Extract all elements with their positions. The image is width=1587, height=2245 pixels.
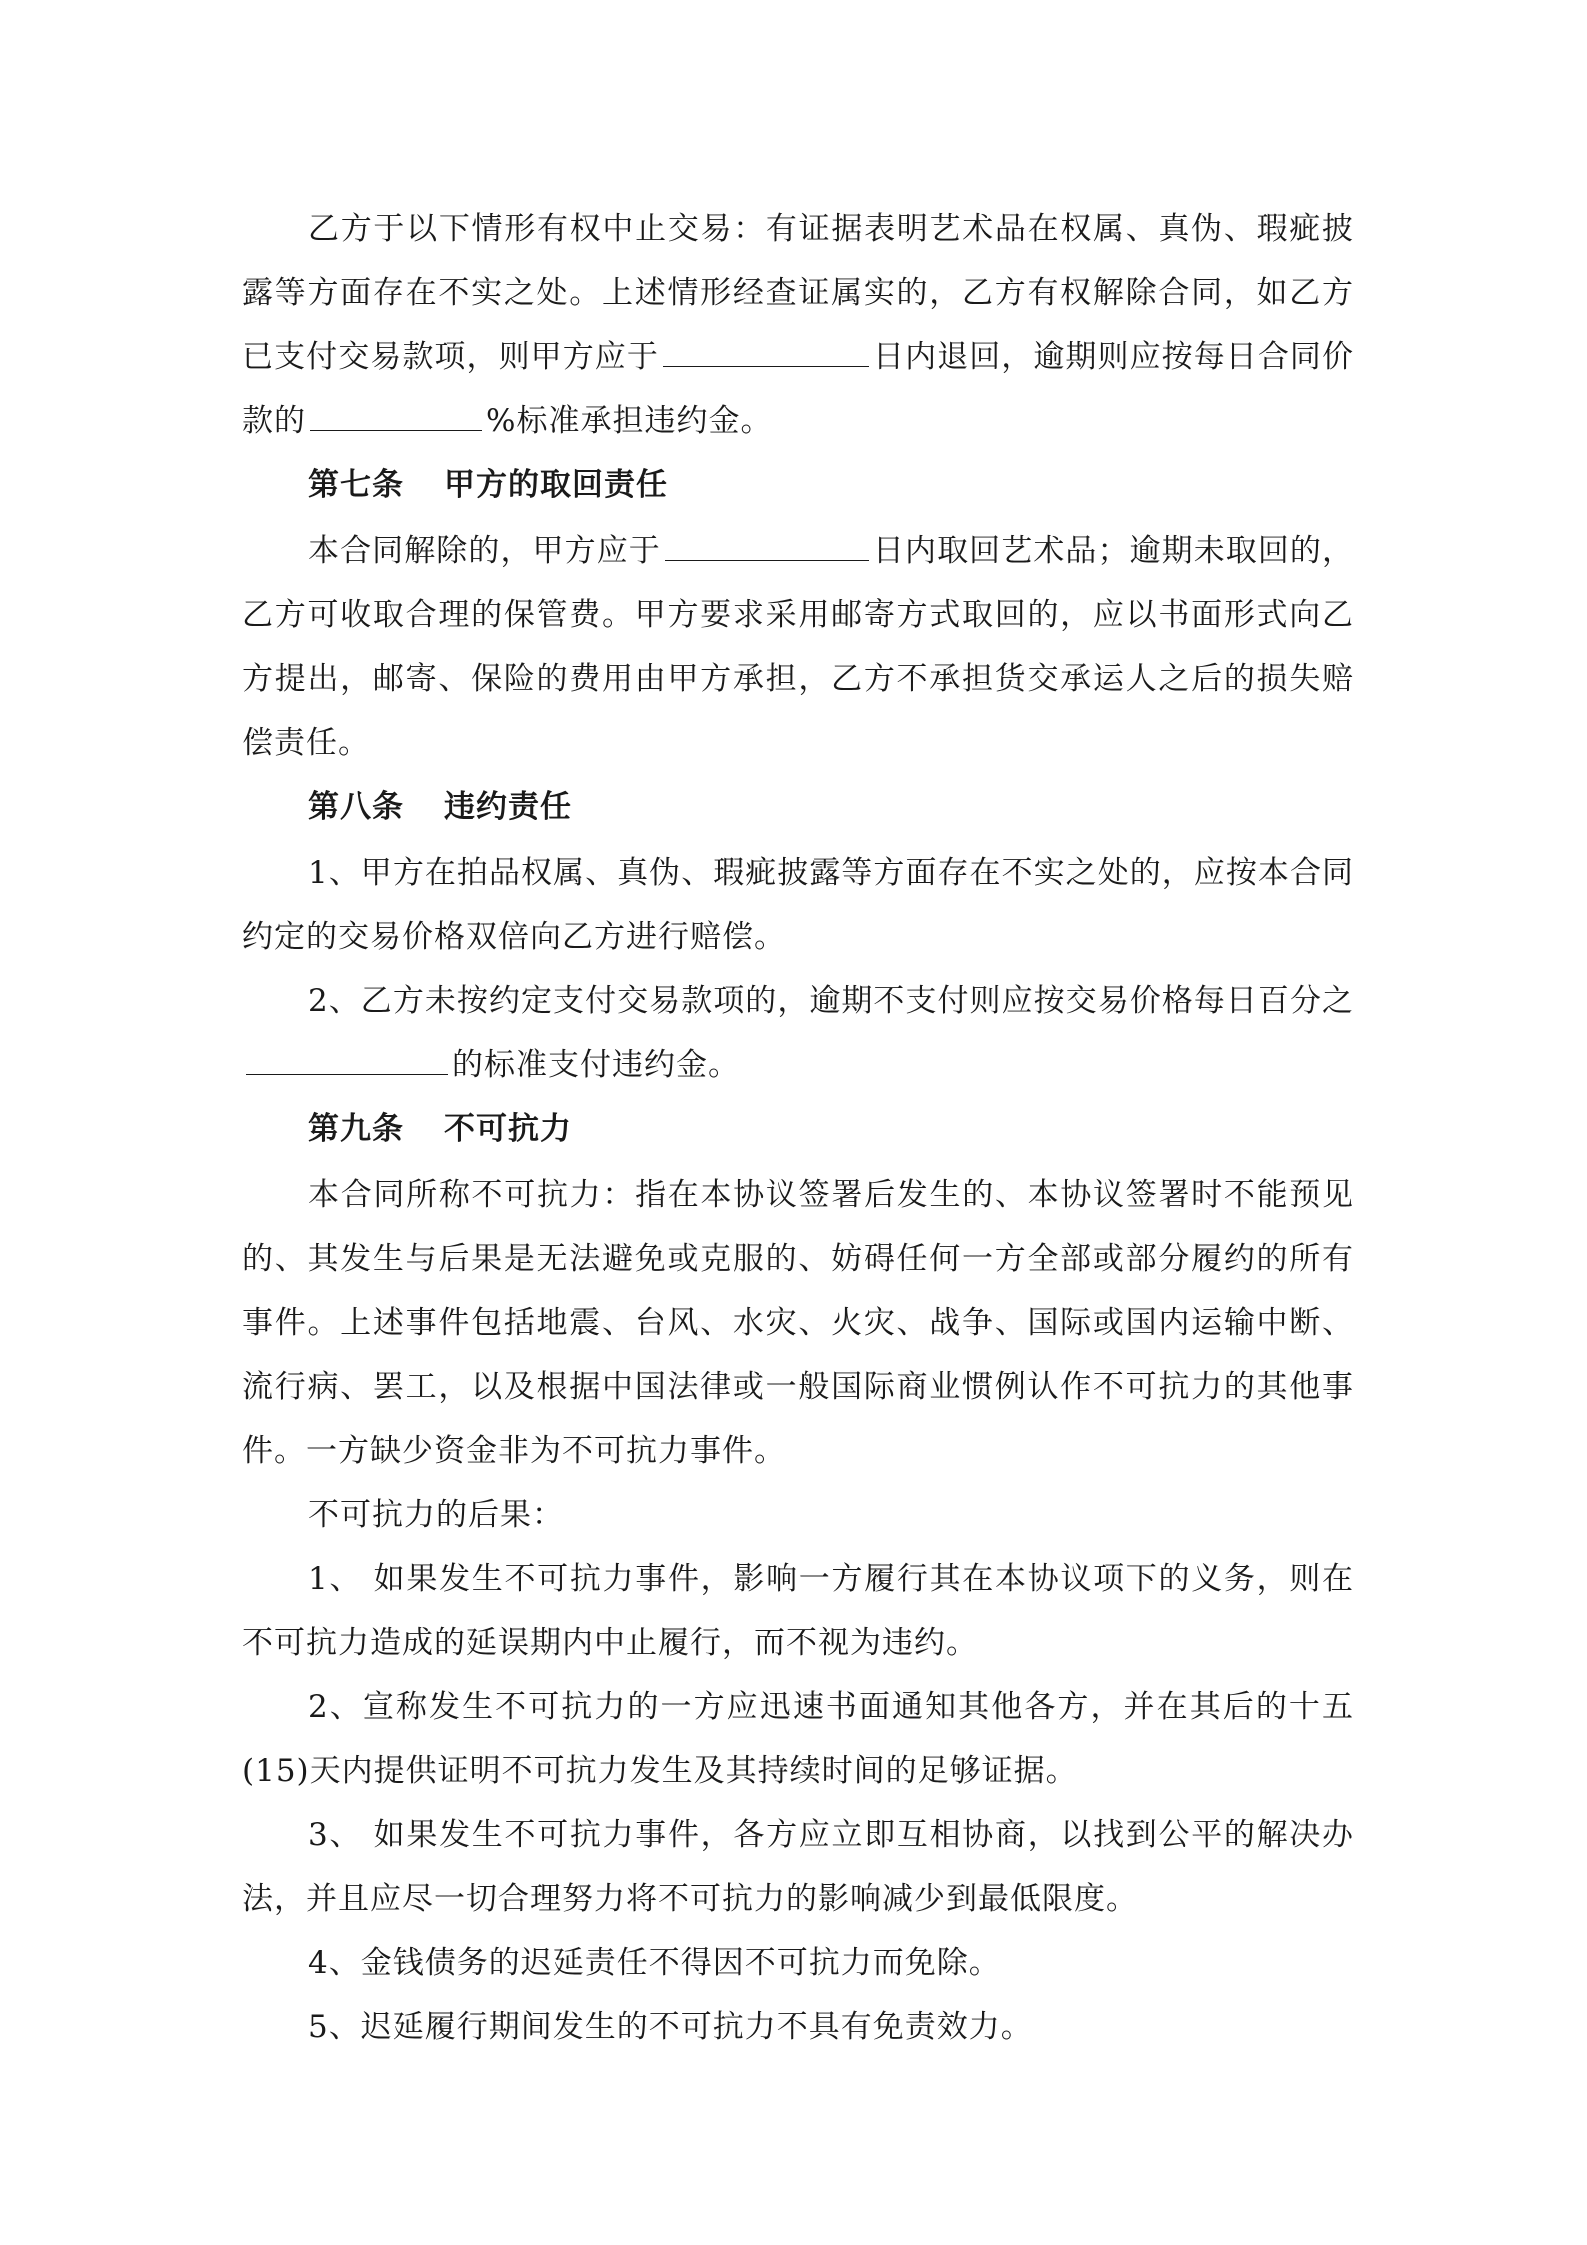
art9-item-1: 1、 如果发生不可抗力事件，影响一方履行其在本协议项下的义务，则在不可抗力造成的延误期内中止履行，而不视为违约。	[242, 1561, 1354, 1661]
art9-heading	[242, 1097, 1354, 1161]
blank-penalty-percent	[310, 394, 482, 431]
art7-paragraph	[242, 519, 1354, 775]
art7-text-2: 日内取回艺术品；逾期未取回的，乙方可收取合理的保管费。甲方要求采用邮寄方式取回的，应以书面形式向乙方提出，邮寄、保险的费用由甲方承担，乙方不承担货交承运人之后的损失赔偿责任。	[242, 533, 1355, 761]
art6-text-3: %标准承担违约金。	[486, 403, 773, 439]
art7-title: 甲方的取回责任	[444, 467, 668, 503]
art7-heading	[242, 453, 1354, 517]
document-body	[242, 197, 1354, 2059]
art7-number: 第七条	[308, 467, 404, 503]
art9-paragraph-2: 不可抗力的后果：	[308, 1497, 564, 1533]
art9-item-3: 3、 如果发生不可抗力事件，各方应立即互相协商，以找到公平的解决办法，并且应尽一切合理努力将不可抗力的影响减少到最低限度。	[242, 1817, 1354, 1917]
art8-item-2	[242, 969, 1354, 1097]
blank-return-days	[663, 330, 869, 367]
art8-item-2-text-2: 的标准支付违约金。	[452, 1047, 740, 1083]
art8-heading	[242, 775, 1354, 839]
art9-item-2: 2、宣称发生不可抗力的一方应迅速书面通知其他各方，并在其后的十五(15)天内提供证明不可抗力发生及其持续时间的足够证据。	[242, 1689, 1354, 1789]
art9-number: 第九条	[308, 1111, 404, 1147]
art7-text-1: 本合同解除的，甲方应于	[308, 533, 661, 569]
art8-item-2-text-1: 2、乙方未按约定支付交易款项的，逾期不支付则应按交易价格每日百分之	[308, 983, 1354, 1019]
art6-paragraph	[242, 197, 1354, 453]
blank-daily-percent	[246, 1038, 448, 1075]
art9-item-5: 5、迟延履行期间发生的不可抗力不具有免责效力。	[308, 2009, 1033, 2045]
art6-text-1: 乙方于以下情形有权中止交易：有证据表明艺术品在权属、真伪、瑕疵披露等方面存在不实之处。上述情形经查证属实的，乙方有权解除合同，如乙方已支付交易款项，则甲方应于	[242, 211, 1354, 375]
art6-text-2: 日内退回，逾期则应按每日合同价款的	[242, 339, 1355, 439]
art9-paragraph-1: 本合同所称不可抗力：指在本协议签署后发生的、本协议签署时不能预见的、其发生与后果是无法避免或克服的、妨碍任何一方全部或部分履约的所有事件。上述事件包括地震、台风、水灾、火灾、战争、国际或国内运输中断、流行病、罢工，以及根据中国法律或一般国际商业惯例认作不可抗力的其他事件。一方缺少资金非为不可抗力事件。	[242, 1177, 1354, 1469]
art8-item-1: 1、甲方在拍品权属、真伪、瑕疵披露等方面存在不实之处的，应按本合同约定的交易价格双倍向乙方进行赔偿。	[242, 855, 1354, 955]
art9-title: 不可抗力	[444, 1111, 572, 1147]
art8-title: 违约责任	[444, 789, 572, 825]
blank-retrieve-days	[665, 524, 869, 561]
art9-item-4: 4、金钱债务的迟延责任不得因不可抗力而免除。	[308, 1945, 1001, 1981]
art8-number: 第八条	[308, 789, 404, 825]
